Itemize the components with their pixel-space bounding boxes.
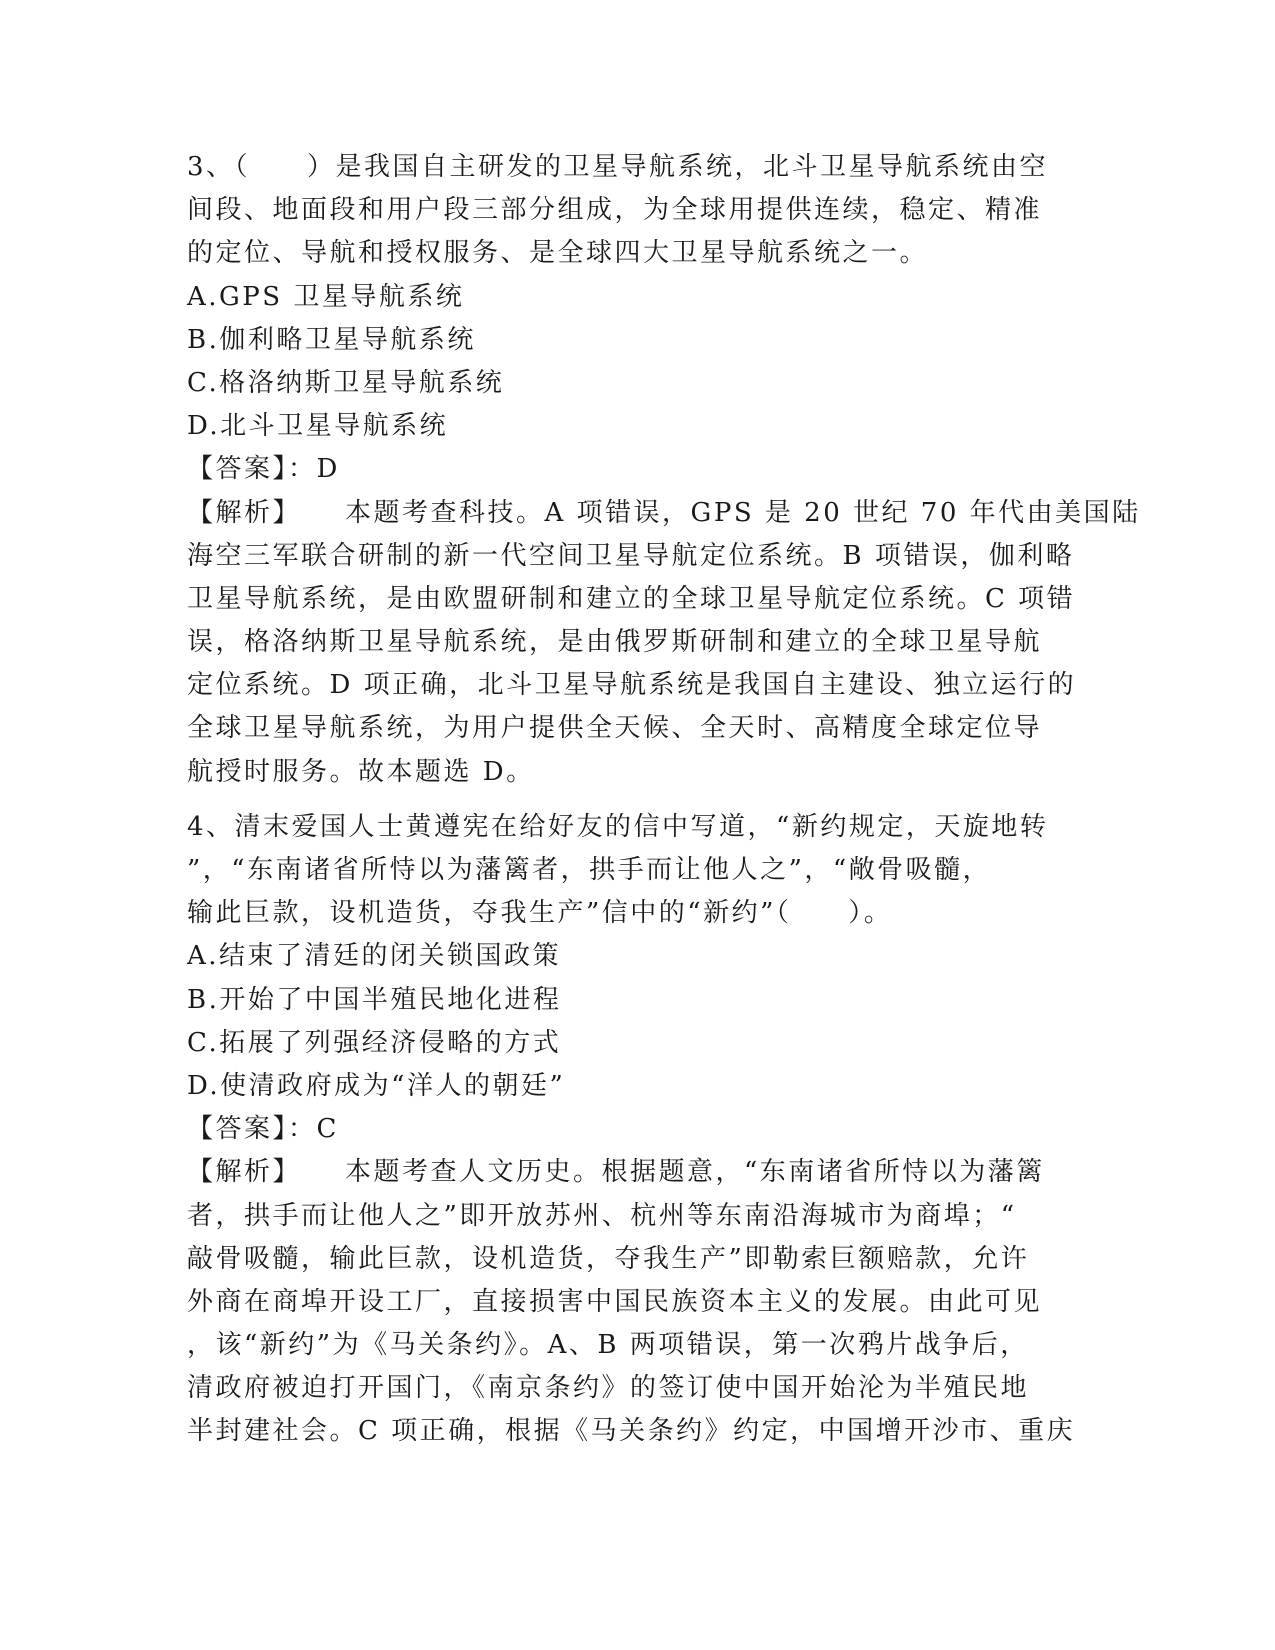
question-stem-line: 4、清末爱国人士黄遵宪在给好友的信中写道，“新约规定，天旋地转 bbox=[187, 811, 1049, 842]
question-stem-line: 3、（ ）是我国自主研发的卫星导航系统，北斗卫星导航系统由空 bbox=[187, 152, 1049, 182]
analysis-label: 【解析】 bbox=[187, 1157, 302, 1188]
option-d: D.使清政府成为“洋人的朝廷” bbox=[187, 1070, 566, 1101]
analysis-line: 者，拱手而让他人之”即开放苏州、杭州等东南沿海城市为商埠；“ bbox=[187, 1200, 1017, 1231]
question-stem-line: 的定位、导航和授权服务、是全球四大卫星导航系统之一。 bbox=[187, 238, 929, 269]
document-page bbox=[187, 146, 1141, 1454]
question-stem-line: 输此巨款，设机造货，夺我生产”信中的“新约”（ ）。 bbox=[187, 898, 893, 929]
answer-value: D bbox=[316, 454, 340, 485]
answer-value: C bbox=[316, 1114, 339, 1145]
analysis-line: 外商在商埠开设工厂，直接损害中国民族资本主义的发展。由此可见 bbox=[187, 1286, 1043, 1317]
question-3 bbox=[187, 146, 1141, 794]
analysis-line: 航授时服务。故本题选 D。 bbox=[187, 756, 535, 787]
answer-line bbox=[187, 1108, 1077, 1151]
analysis-line: 卫星导航系统，是由欧盟研制和建立的全球卫星导航定位系统。C 项错 bbox=[187, 583, 1076, 614]
analysis-line: 半封建社会。C 项正确，根据《马关条约》约定，中国增开沙市、重庆 bbox=[187, 1416, 1076, 1447]
analysis-line: 误，格洛纳斯卫星导航系统，是由俄罗斯研制和建立的全球卫星导航 bbox=[187, 627, 1043, 658]
analysis-line: 敲骨吸髓，输此巨款，设机造货，夺我生产”即勒索巨额赔款，允许 bbox=[187, 1243, 1030, 1274]
option-c: C.拓展了列强经济侵略的方式 bbox=[187, 1027, 562, 1058]
analysis-line: 海空三军联合研制的新一代空间卫星导航定位系统。B 项错误，伽利略 bbox=[187, 540, 1075, 571]
answer-label: 【答案】： bbox=[187, 1114, 317, 1145]
analysis-line: 本题考查科技。A 项错误，GPS 是 20 世纪 70 年代由美国陆 bbox=[345, 497, 1141, 528]
analysis-line: 全球卫星导航系统，为用户提供全天候、全天时、高精度全球定位导 bbox=[187, 713, 1043, 744]
option-b: B.开始了中国半殖民地化进程 bbox=[187, 984, 562, 1015]
option-b: B.伽利略卫星导航系统 bbox=[187, 324, 476, 355]
answer-line bbox=[187, 448, 1077, 491]
analysis-line: 本题考查人文历史。根据题意，“东南诸省所恃以为藩篱 bbox=[345, 1157, 1045, 1188]
analysis-label: 【解析】 bbox=[187, 497, 302, 528]
analysis-line: 清政府被迫打开国门，《南京条约》的签订使中国开始沦为半殖民地 bbox=[187, 1373, 1030, 1404]
analysis-line: ，该“新约”为《马关条约》。A、B 两项错误，第一次鸦片战争后， bbox=[187, 1330, 1029, 1361]
option-c: C.格洛纳斯卫星导航系统 bbox=[187, 367, 505, 398]
analysis-first-line bbox=[187, 492, 1141, 535]
question-4 bbox=[187, 806, 1077, 1454]
answer-label: 【答案】： bbox=[187, 454, 317, 485]
question-stem-line: ”，“东南诸省所恃以为藩篱者，拱手而让他人之”，“敞骨吸髓， bbox=[187, 855, 992, 885]
question-stem-line: 间段、地面段和用户段三部分组成，为全球用提供连续，稳定、精准 bbox=[187, 195, 1043, 226]
option-a: A.结束了清廷的闭关锁国政策 bbox=[187, 941, 562, 972]
analysis-line: 定位系统。D 项正确，北斗卫星导航系统是我国自主建设、独立运行的 bbox=[187, 670, 1077, 701]
option-a: A.GPS 卫星导航系统 bbox=[187, 281, 465, 312]
analysis-first-line bbox=[187, 1151, 1077, 1194]
option-d: D.北斗卫星导航系统 bbox=[187, 411, 449, 442]
